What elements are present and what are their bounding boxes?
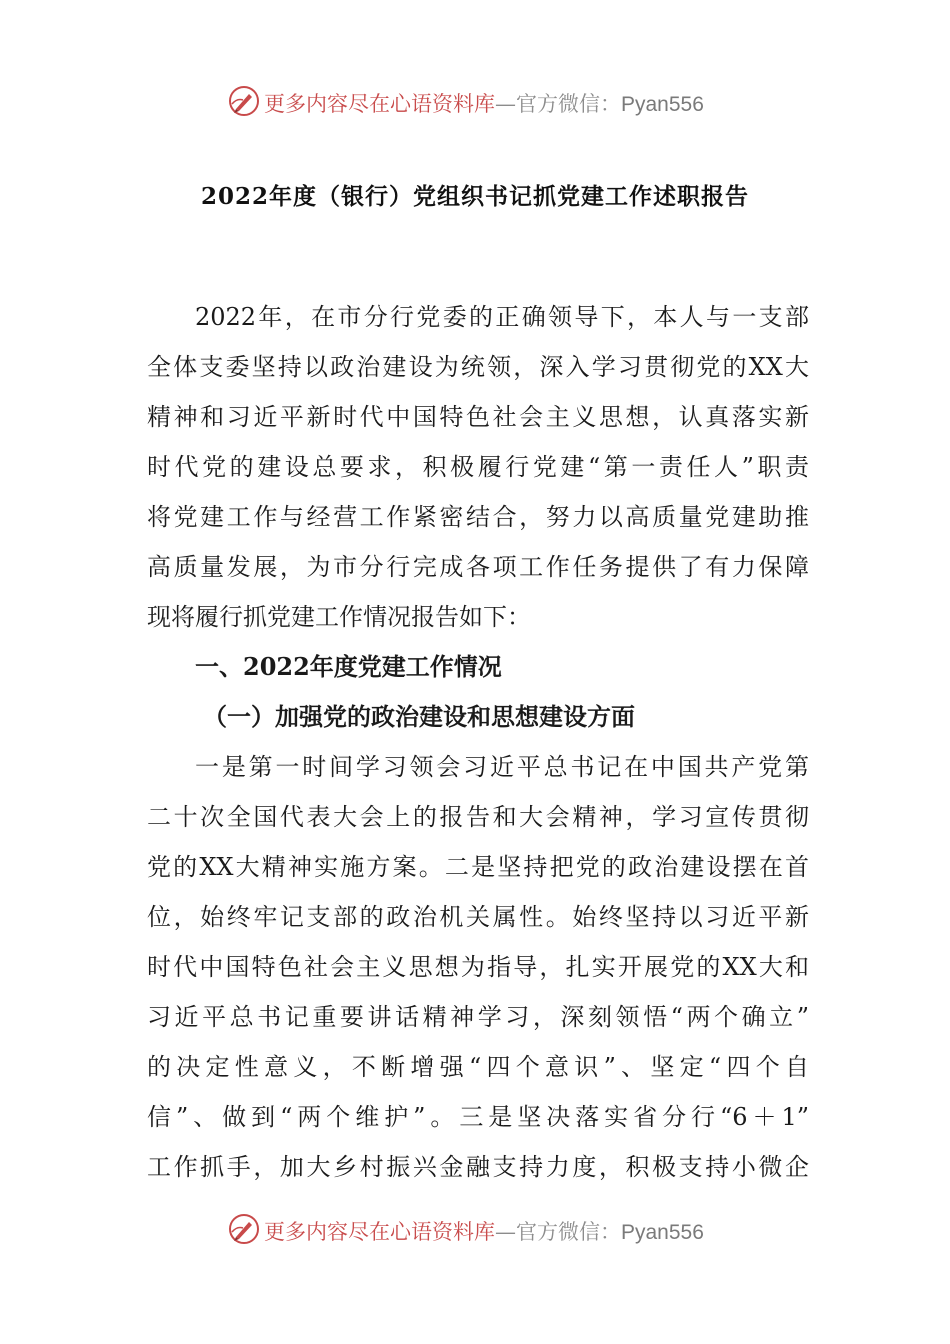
banner-wechat-label: 官方微信： — [516, 92, 621, 116]
paragraph-line: 的决定性意义，不断增强“四个意识”、坚定“四个自 — [147, 1053, 809, 1081]
banner-wechat-label: 官方微信： — [516, 1220, 621, 1244]
banner-slogan: 更多内容尽在心语资料库 — [264, 1220, 495, 1244]
paragraph-line: 党的XX大精神实施方案。二是坚持把党的政治建设摆在首 — [147, 853, 809, 881]
paragraph-line: 位，始终牢记支部的政治机关属性。始终坚持以习近平新 — [147, 903, 809, 931]
subsection-heading: （一）加强党的政治建设和思想建设方面 — [203, 702, 635, 731]
paragraph-line: 二十次全国代表大会上的报告和大会精神，学习宣传贯彻 — [147, 803, 809, 831]
paragraph-line: 精神和习近平新时代中国特色社会主义思想，认真落实新 — [147, 403, 809, 431]
banner-wechat-id: Pyan556 — [621, 93, 704, 116]
banner-dash: — — [495, 92, 516, 116]
document-title: 2022年度（银行）党组织书记抓党建工作述职报告 — [200, 183, 749, 210]
banner-slogan: 更多内容尽在心语资料库 — [264, 92, 495, 116]
paragraph-line: 高质量发展，为市分行完成各项工作任务提供了有力保障 — [147, 553, 809, 581]
banner-dash: — — [495, 1220, 516, 1244]
header-banner[interactable] — [0, 82, 950, 122]
paragraph-line: 工作抓手，加大乡村振兴金融支持力度，积极支持小微企 — [147, 1153, 809, 1181]
banner-text — [264, 1216, 704, 1246]
paragraph-line: 时代中国特色社会主义思想为指导，扎实开展党的XX大和 — [147, 953, 809, 981]
paragraph-line: 全体支委坚持以政治建设为统领，深入学习贯彻党的XX大 — [147, 353, 809, 381]
banner-text — [264, 88, 704, 118]
section-heading: 一、2022年度党建工作情况 — [195, 652, 502, 681]
paragraph-line: 信”、做到“两个维护”。三是坚决落实省分行“6＋1” — [147, 1103, 809, 1131]
pen-logo-icon — [227, 1212, 261, 1246]
paragraph-line: 将党建工作与经营工作紧密结合，努力以高质量党建助推 — [147, 503, 809, 531]
footer-banner[interactable] — [0, 1210, 950, 1250]
document-body — [147, 292, 809, 1192]
paragraph-line: 时代党的建设总要求，积极履行党建“第一责任人”职责 — [147, 453, 809, 481]
paragraph-line: 现将履行抓党建工作情况报告如下： — [147, 603, 531, 631]
banner-wechat-id: Pyan556 — [621, 1221, 704, 1244]
pen-logo-icon — [227, 84, 261, 118]
paragraph-line: 2022年，在市分行党委的正确领导下，本人与一支部 — [195, 303, 809, 331]
paragraph-line: 一是第一时间学习领会习近平总书记在中国共产党第 — [195, 753, 809, 781]
paragraph-line: 习近平总书记重要讲话精神学习，深刻领悟“两个确立” — [147, 1003, 809, 1031]
